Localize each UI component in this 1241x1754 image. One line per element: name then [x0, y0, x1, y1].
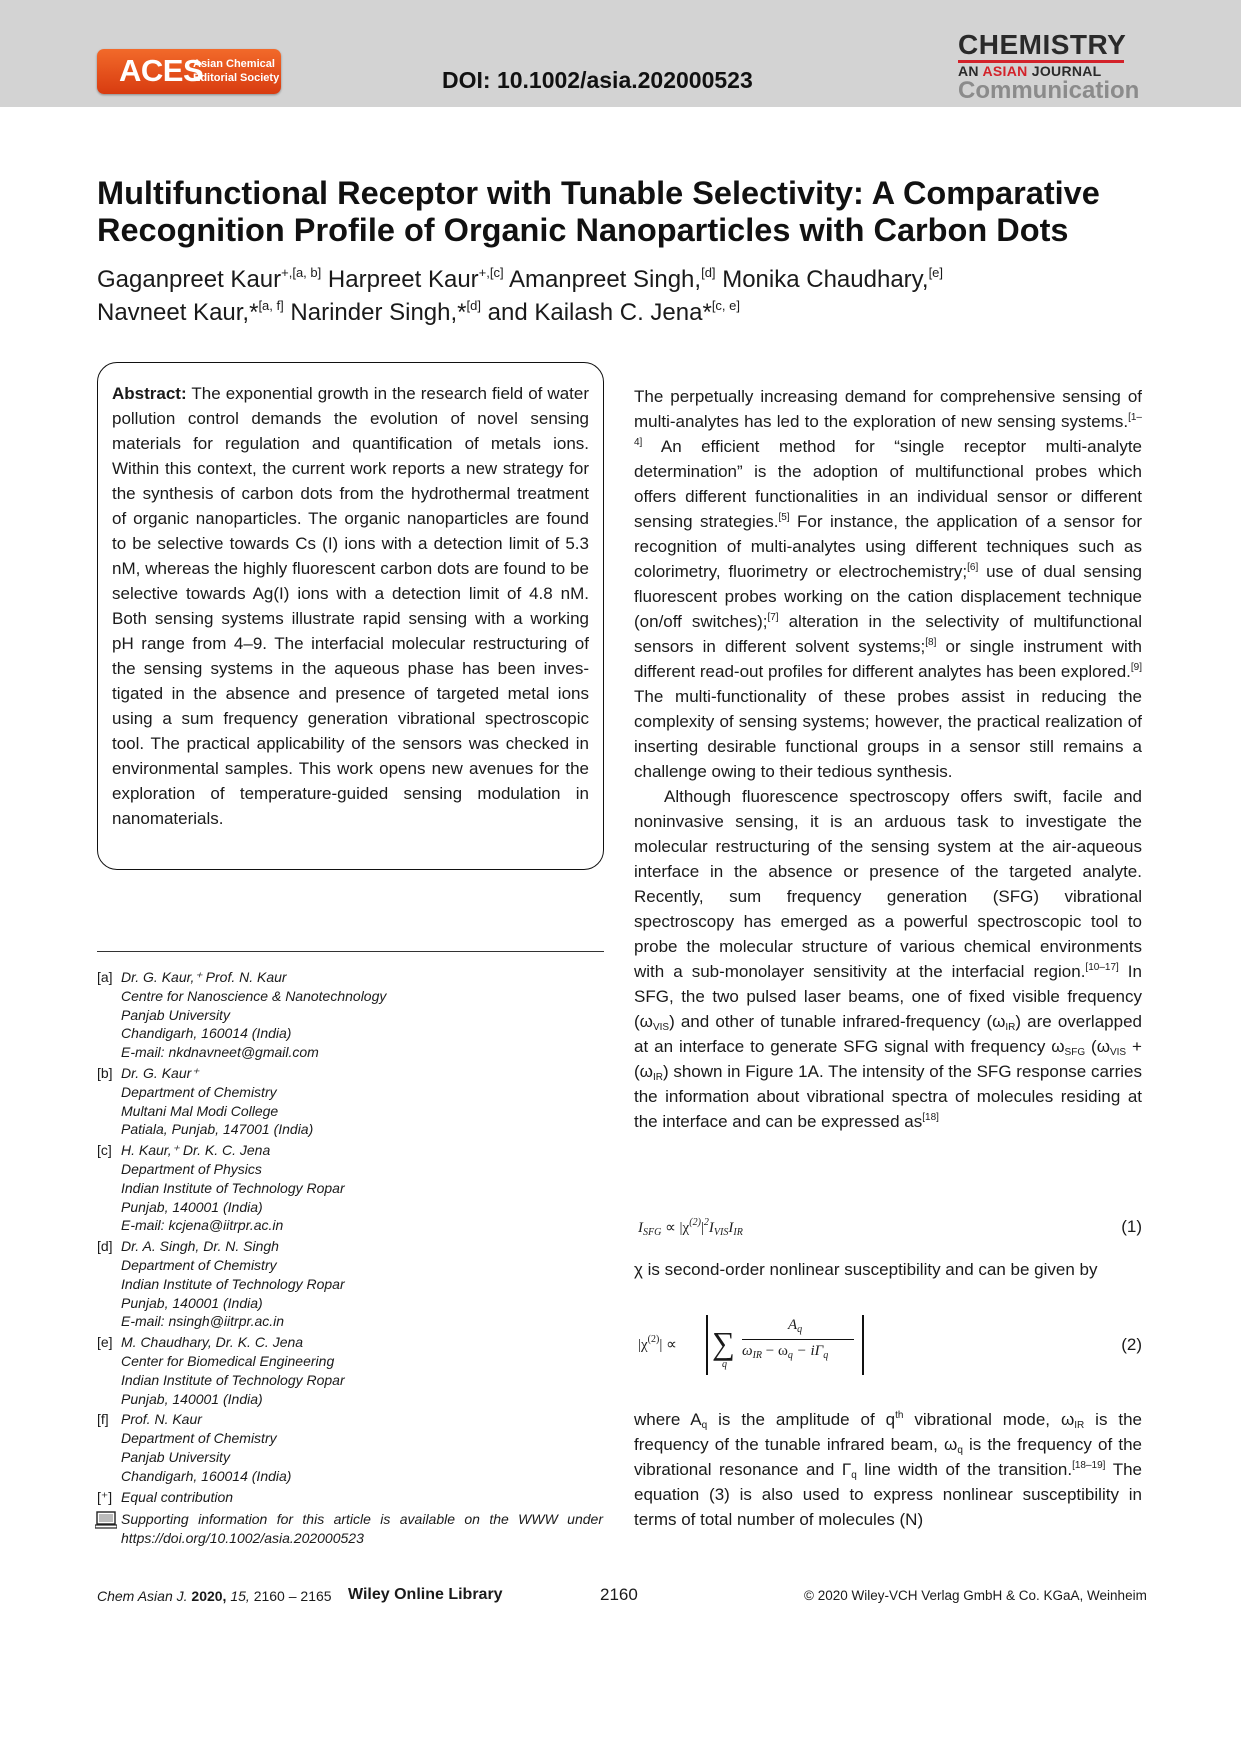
wiley-online-library-link[interactable]: Wiley Online Library: [348, 1586, 503, 1603]
eq-sub: q: [823, 1350, 829, 1361]
eq-sub: IR: [752, 1350, 763, 1361]
affiliation-line: Multani Mal Modi College: [121, 1102, 279, 1119]
subscript: VIS: [1109, 1047, 1127, 1058]
eq2-sum-sign: ∑: [712, 1325, 735, 1361]
journal-name: CHEMISTRY: [958, 29, 1127, 60]
eq-sub: SFG: [643, 1227, 662, 1238]
affiliation-line: Indian Institute of Technology Ropar: [121, 1275, 345, 1292]
affiliations: [97, 968, 617, 1548]
affiliation-f: [97, 1410, 617, 1485]
affiliation-c: [97, 1141, 617, 1235]
affiliation-line: Equal contribution: [121, 1488, 234, 1505]
eq-symbol: I: [638, 1220, 643, 1236]
citation[interactable]: [18–19]: [1072, 1460, 1106, 1471]
text-run: line width of the transition.: [856, 1460, 1073, 1479]
author-6[interactable]: Narinder Singh,*: [290, 299, 467, 326]
affiliation-line: Panjab University: [121, 1448, 230, 1465]
title-line-2: Recognition Profile of Organic Nanoparticles with Carbon Dots: [97, 212, 1069, 248]
copyright: © 2020 Wiley-VCH Verlag GmbH & Co. KGaA, Weinheim: [804, 1588, 1147, 1603]
eq-sub: q: [797, 1324, 803, 1335]
page-number: 2160: [600, 1585, 638, 1604]
equation-2: [634, 1315, 1142, 1379]
article-title: [97, 175, 1147, 249]
text-run: The equation (3) is also used to express nonlinear susceptibility in terms of total number of molecules (N): [634, 1460, 1142, 1529]
computer-icon: [95, 1511, 117, 1529]
eq-symbol: ω: [742, 1343, 753, 1359]
subscript: q: [701, 1420, 708, 1431]
superscript: th: [895, 1410, 904, 1421]
text-run: In SFG, the two pulsed laser beams, one of fixed visible frequency (ω: [634, 962, 1142, 1031]
eq-symbol: |: [700, 1220, 704, 1236]
aces-society-line2: Editorial Society: [193, 72, 280, 84]
equation-2-number: (2): [1121, 1335, 1142, 1354]
affiliation-line: H. Kaur,⁺ Dr. K. C. Jena: [121, 1142, 271, 1159]
affiliation-line: Chandigarh, 160014 (India): [121, 1025, 292, 1042]
aces-society-line1: Asian Chemical: [193, 58, 275, 70]
text-run: The multi-functionality of these probes assist in reducing the complexity of sensing systems; however, the practical realization of inserting desirable functional groups in a sensor still remains a challenge owing to their tedious synthesis.: [634, 687, 1142, 781]
author-5-affil: [a, f]: [258, 298, 284, 313]
affiliation-line: Center for Biomedical Engineering: [121, 1352, 335, 1369]
affiliation-tag: [b]: [97, 1064, 113, 1081]
text-run: Although fluorescence spectroscopy offers swift, facile and noninvasive sensing, it is an arduous task to investigate the molecular restructuring of the sensing system at the air-aqueous interface in the absence or presence of the targeted analyte. Recently, sum frequency generation (SFG) vibrational spectroscopy has emerged as a powerful spectroscopic tool to probe the molecular structure of various chemical environments with a sub-monolayer sensitivity at the interfacial region.: [634, 787, 1142, 981]
title-line-1: Multifunctional Receptor with Tunable Selectivity: A Comparative: [97, 175, 1100, 211]
affiliation-d: [97, 1237, 617, 1331]
author-3-affil: [d]: [701, 265, 716, 280]
text-run: ) are overlapped at an interface to generate SFG signal with frequency ω: [634, 1012, 1142, 1056]
affiliation-line: Punjab, 140001 (India): [121, 1198, 263, 1215]
subscript: IR: [652, 1072, 663, 1083]
affiliation-line: Department of Chemistry: [121, 1430, 277, 1447]
eq-sub: VIS: [713, 1227, 729, 1238]
affiliation-line: M. Chaudhary, Dr. K. C. Jena: [121, 1334, 304, 1351]
author-7[interactable]: and Kailash C. Jena*: [487, 299, 712, 326]
footer-pages: 2160 – 2165: [253, 1588, 332, 1604]
author-7-affil: [c, e]: [711, 298, 740, 313]
author-list: [97, 263, 1147, 329]
supporting-info-note: [97, 1510, 617, 1548]
affiliation-email[interactable]: E-mail: nkdnavneet@gmail.com: [121, 1044, 319, 1061]
footer-citation: [97, 1588, 332, 1604]
equal-contribution-note: [97, 1488, 617, 1507]
citation[interactable]: [18]: [922, 1112, 939, 1123]
author-line-1: [97, 263, 1147, 296]
affiliation-line: Chandigarh, 160014 (India): [121, 1467, 292, 1484]
author-4[interactable]: Monika Chaudhary,: [722, 266, 929, 293]
text-run: ) shown in Figure 1A. The intensity of the SFG response carries the information about vibrational spectra of molecules residing at the interface and can be expressed as: [634, 1062, 1142, 1131]
paragraph-2: [634, 784, 1142, 1134]
eq2-denominator: [742, 1343, 828, 1360]
journal-logo[interactable]: [958, 30, 1143, 103]
equation-1-number: (1): [1121, 1217, 1142, 1236]
eq-symbol: − ω: [762, 1343, 788, 1359]
text-run: alteration in the selectivity of multifunctional sensors in different solvent systems;: [634, 612, 1142, 656]
text-run: is the frequency of the vibrational resonance and Γ: [634, 1435, 1142, 1479]
eq2-abs-bar-right: [862, 1315, 864, 1375]
author-1-affil: +,[a, b]: [281, 265, 322, 280]
author-1[interactable]: Gaganpreet Kaur: [97, 266, 282, 293]
text-run: An efficient method for “single receptor multi-analyte determination” is the adoption of multifunctional probes which offers different functionalities in an individual sensor or different sensing strategies.: [634, 437, 1142, 531]
supporting-info-link[interactable]: Supporting information for this article is available on the WWW under https://doi.org/10.1002/asia.202000523: [121, 1511, 603, 1547]
eq-sup: (2): [689, 1217, 701, 1228]
eq2-lhs: [638, 1335, 677, 1354]
chi-description: χ is second-order nonlinear susceptibility and can be given by: [634, 1260, 1098, 1279]
affiliation-line: Patiala, Punjab, 147001 (India): [121, 1121, 314, 1138]
abstract-text: [112, 381, 589, 831]
text-run: (ω: [1085, 1037, 1110, 1056]
text-run: is the amplitude of q: [707, 1410, 896, 1429]
eq-symbol: ∝ |χ: [661, 1220, 690, 1236]
text-run: is the frequency of the tunable infrared beam, ω: [634, 1410, 1142, 1454]
eq-symbol: | ∝: [659, 1337, 677, 1353]
eq-sup: (2): [647, 1334, 660, 1345]
footer-year: 2020,: [191, 1588, 227, 1604]
text-run: For instance, the application of a sensor for recognition of multi-analytes using different techniques such as colorimetry, fluorimetry or electrochemistry;: [634, 512, 1142, 581]
equation-1-body: [638, 1218, 743, 1237]
subscript: IR: [1074, 1420, 1085, 1431]
citation[interactable]: [8]: [925, 637, 937, 648]
eq2-sum-index: q: [722, 1359, 727, 1370]
affiliation-email[interactable]: E-mail: kcjena@iitrpr.ac.in: [121, 1217, 284, 1234]
affiliation-tag: [⁺]: [97, 1488, 113, 1505]
affiliation-line: Panjab University: [121, 1006, 230, 1023]
affiliation-line: Indian Institute of Technology Ropar: [121, 1371, 345, 1388]
subscript: IR: [1005, 1022, 1016, 1033]
citation[interactable]: [5]: [778, 512, 790, 523]
author-6-affil: [d]: [466, 298, 481, 313]
subscript: VIS: [652, 1022, 670, 1033]
abstract-body: The exponential growth in the research field of water pollution control demands the evolution of novel sensing materials for regulation and quantification of metals ions. Within this context, the current work reports a new strategy for the synthesis of carbon dots from the hydrothermal treatment of organic nanoparticles. The organic nanoparticles are found to be selective towards Cs (I) ions with a detection limit of 5.3 nM, whereas the highly fluorescent carbon dots are found to be selective towards Ag(I) ions with a detection limit of 4.8 nM. Both sensing systems illustrate rapid sensing with a working pH range from 4–9. The interfacial molecular restructuring of the sensing systems in the aqueous phase has been investigated in the absence and presence of targeted metal ions using a sum frequency generation vibrational spectroscopic tool. The practical applicability of the sensors was checked in environmental samples. This work opens new avenues for the exploration of temperature-guided sensing modulation in nanomaterials.: [112, 384, 589, 828]
affiliation-email[interactable]: E-mail: nsingh@iitrpr.ac.in: [121, 1313, 285, 1330]
abstract-label: Abstract:: [112, 384, 187, 403]
body-text: [634, 384, 1142, 1134]
text-run: use of dual sensing fluorescent probes working on the cation displacement technique (on/off switches);: [634, 562, 1142, 631]
affiliation-line: Dr. A. Singh, Dr. N. Singh: [121, 1238, 279, 1255]
affiliation-line: Prof. N. Kaur: [121, 1411, 202, 1428]
affiliation-line: Department of Chemistry: [121, 1256, 277, 1273]
affiliation-tag: [d]: [97, 1238, 113, 1255]
citation[interactable]: [1–4]: [634, 412, 1142, 448]
eq2-abs-bar-left: [706, 1315, 708, 1375]
journal-sub-asian: ASIAN: [982, 63, 1028, 79]
affiliation-tag: [f]: [97, 1411, 109, 1428]
affiliation-b: [97, 1064, 617, 1139]
eq2-fraction-bar: [742, 1339, 854, 1340]
aces-logo-abbr: ACES: [119, 53, 204, 88]
journal-sub-prefix: AN: [958, 63, 983, 79]
affiliation-e: [97, 1333, 617, 1408]
footer-volume: 15,: [230, 1588, 250, 1604]
journal-sub-suffix: JOURNAL: [1027, 63, 1102, 79]
eq2-numerator: [788, 1317, 802, 1334]
affiliation-a: [97, 968, 617, 1062]
eq-sub: q: [787, 1350, 793, 1361]
affiliation-line: Punjab, 140001 (India): [121, 1390, 263, 1407]
citation[interactable]: [9]: [1130, 662, 1142, 673]
author-3[interactable]: Amanpreet Singh,: [508, 266, 702, 293]
text-run: or single instrument with different read-out profiles for different analytes has been explored.: [634, 637, 1142, 681]
equation-1: [634, 1210, 1142, 1250]
text-run: where A: [634, 1410, 702, 1429]
text-run: ) and other of tunable infrared-frequency (ω: [669, 1012, 1006, 1031]
footnote-divider: [97, 951, 604, 952]
affiliation-line: Dr. G. Kaur⁺: [121, 1064, 199, 1081]
eq-sup: 2: [703, 1217, 709, 1228]
eq-symbol: I: [728, 1220, 734, 1236]
affiliation-line: Centre for Nanoscience & Nanotechnology: [121, 987, 387, 1004]
affiliation-line: Department of Chemistry: [121, 1083, 277, 1100]
eq-symbol: − iΓ: [792, 1343, 824, 1359]
citation[interactable]: [6]: [967, 562, 979, 573]
author-5[interactable]: Navneet Kaur,*: [97, 299, 259, 326]
affiliation-line: Dr. G. Kaur,⁺ Prof. N. Kaur: [121, 969, 287, 985]
affiliation-line: Department of Physics: [121, 1160, 262, 1177]
affiliation-tag: [a]: [97, 969, 113, 985]
subscript: q: [851, 1470, 857, 1481]
affiliation-tag: [e]: [97, 1334, 113, 1351]
doi-link[interactable]: DOI: 10.1002/asia.202000523: [442, 67, 753, 93]
author-2-affil: +,[c]: [478, 265, 504, 280]
text-run: The perpetually increasing demand for comprehensive sensing of multi-analytes has led to the exploration of new sensing systems.: [634, 387, 1142, 431]
aces-logo[interactable]: [97, 49, 281, 94]
eq-symbol: A: [788, 1317, 798, 1333]
eq-symbol: I: [708, 1220, 714, 1236]
author-2[interactable]: Harpreet Kaur: [327, 266, 479, 293]
paragraph-1: [634, 384, 1142, 784]
body-text-continued: [634, 1407, 1142, 1532]
footer-journal: Chem Asian J.: [97, 1588, 188, 1604]
subscript: q: [957, 1445, 963, 1456]
subscript: SFG: [1064, 1047, 1086, 1058]
author-line-2: [97, 296, 1147, 329]
affiliation-line: Punjab, 140001 (India): [121, 1294, 263, 1311]
eq-symbol: |χ: [638, 1337, 648, 1353]
aces-logo-society: [193, 57, 279, 85]
text-run: vibrational mode, ω: [903, 1410, 1075, 1429]
affiliation-tag: [c]: [97, 1142, 112, 1159]
citation[interactable]: [7]: [767, 612, 779, 623]
author-4-affil: [e]: [928, 265, 944, 280]
citation[interactable]: [10–17]: [1085, 962, 1119, 973]
eq-sub: IR: [733, 1227, 743, 1238]
affiliation-line: Indian Institute of Technology Ropar: [121, 1179, 345, 1196]
article-type: Communication: [958, 77, 1140, 104]
text-run: + (ω: [634, 1037, 1142, 1081]
